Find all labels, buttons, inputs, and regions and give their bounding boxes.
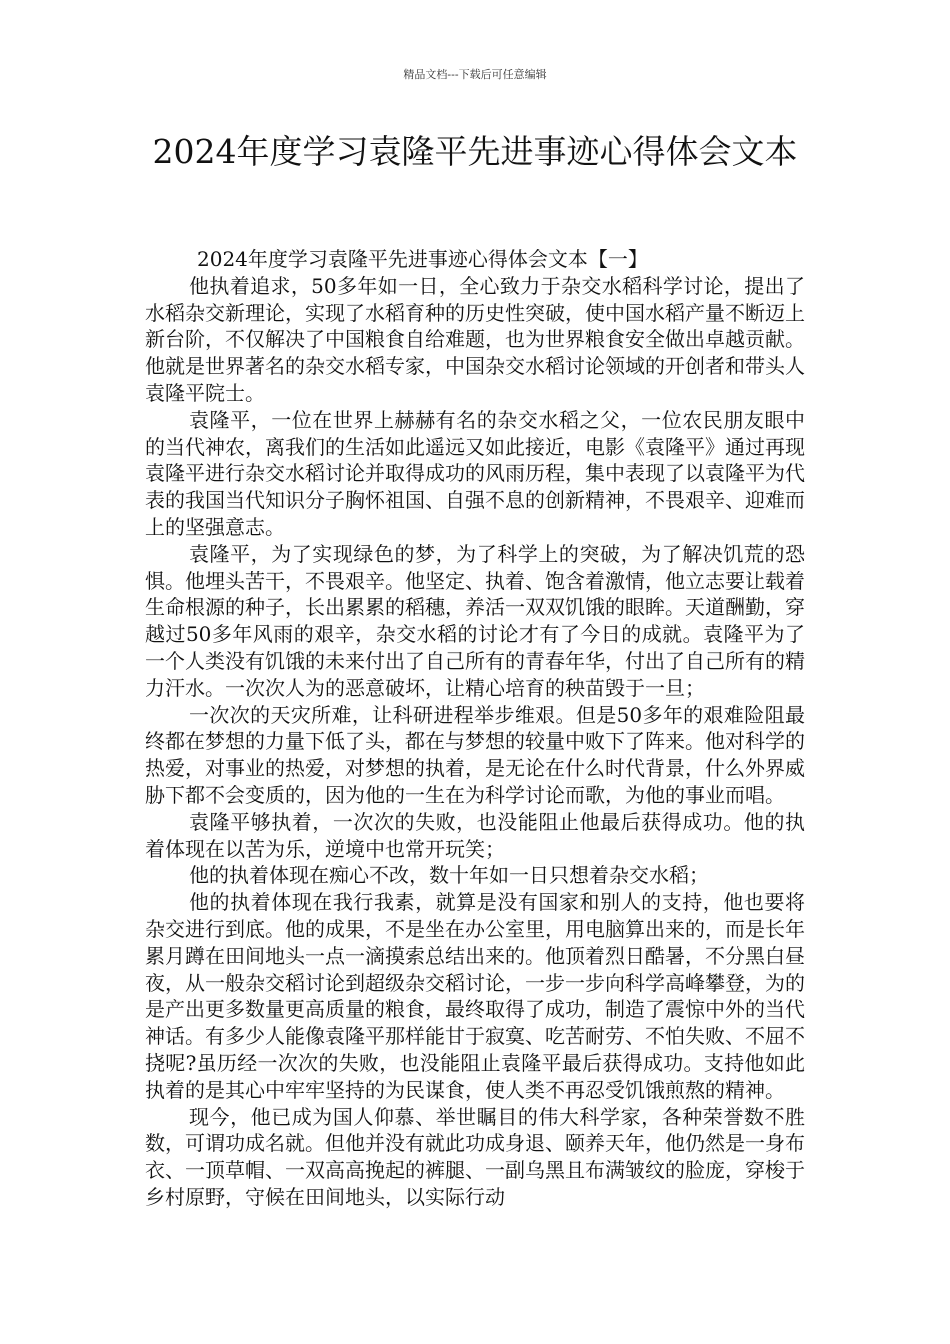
paragraph-1: 他执着追求，50多年如一日，全心致力于杂交水稻科学讨论，提出了水稻杂交新理论，实现了水稻育种的历史性突破，使中国水稻产量不断迈上新台阶，不仅解决了中国粮食自给难题，也为世界粮食安全做出卓越贡献。他就是世界著名的杂交水稻专家，中国杂交水稻讨论领域的开创者和带头人袁隆平院士。 (145, 273, 805, 405)
paragraph-3: 袁隆平，为了实现绿色的梦，为了科学上的突破，为了解决饥荒的恐惧。他埋头苦干，不畏艰辛。他坚定、执着、饱含着激情，他立志要让载着生命根源的种子，长出累累的稻穗，养活一双双饥饿的眼眸。天道酬勤，穿越过50多年风雨的艰辛，杂交水稻的讨论才有了今日的成就。袁隆平为了一个人类没有饥饿的未来付出了自己所有的青春年华，付出了自己所有的精力汗水。一次次人为的恶意破坏，让精心培育的秧苗毁于一旦； (145, 541, 805, 700)
paragraph-7: 他的执着体现在我行我素，就算是没有国家和别人的支持，他也要将杂交进行到底。他的成果，不是坐在办公室里，用电脑算出来的，而是长年累月蹲在田间地头一点一滴摸索总结出来的。他顶着烈日酷暑，不分黑白昼夜，从一般杂交稻讨论到超级杂交稻讨论，一步一步向科学高峰攀登，为的是产出更多数量更高质量的粮食，最终取得了成功，制造了震惊中外的当代神话。有多少人能像袁隆平那样能甘于寂寞、吃苦耐劳、不怕失败、不屈不挠呢?虽历经一次次的失败，也没能阻止袁隆平最后获得成功。支持他如此执着的是其心中牢牢坚持的为民谋食，使人类不再忍受饥饿煎熬的精神。 (145, 890, 805, 1102)
paragraph-8: 现今，他已成为国人仰慕、举世瞩目的伟大科学家，各种荣誉数不胜数，可谓功成名就。但他并没有就此功成身退、颐养天年，他仍然是一身布衣、一顶草帽、一双高高挽起的裤腿、一副乌黑且布满皱纹的脸庞，穿梭于乡村原野，守候在田间地头，以实际行动 (145, 1104, 805, 1209)
paragraph-6: 他的执着体现在痴心不改，数十年如一日只想着杂交水稻； (189, 863, 709, 888)
document-title: 2024年度学习袁隆平先进事迹心得体会文本 (152, 132, 798, 171)
document-body (145, 246, 805, 1211)
paragraph-5: 袁隆平够执着，一次次的失败，也没能阻止他最后获得成功。他的执着体现在以苦为乐，逆境中也常开玩笑； (145, 809, 805, 861)
paragraph-4: 一次次的天灾所难，让科研进程举步维艰。但是50多年的艰难险阻最终都在梦想的力量下低了头，都在与梦想的较量中败下了阵来。他对科学的热爱，对事业的热爱，对梦想的执着，是无论在什么时代背景，什么外界威胁下都不会变质的，因为他的一生在为科学讨论而歌，为他的事业而唱。 (145, 702, 805, 807)
paragraph-2: 袁隆平，一位在世界上赫赫有名的杂交水稻之父，一位农民朋友眼中的当代神农，离我们的生活如此遥远又如此接近，电影《袁隆平》通过再现袁隆平进行杂交水稻讨论并取得成功的风雨历程，集中表现了以袁隆平为代表的我国当代知识分子胸怀祖国、自强不息的创新精神，不畏艰辛、迎难而上的坚强意志。 (145, 407, 805, 539)
section-heading: 2024年度学习袁隆平先进事迹心得体会文本【一】 (197, 247, 648, 271)
header-note: 精品文档---下载后可任意编辑 (403, 68, 547, 81)
